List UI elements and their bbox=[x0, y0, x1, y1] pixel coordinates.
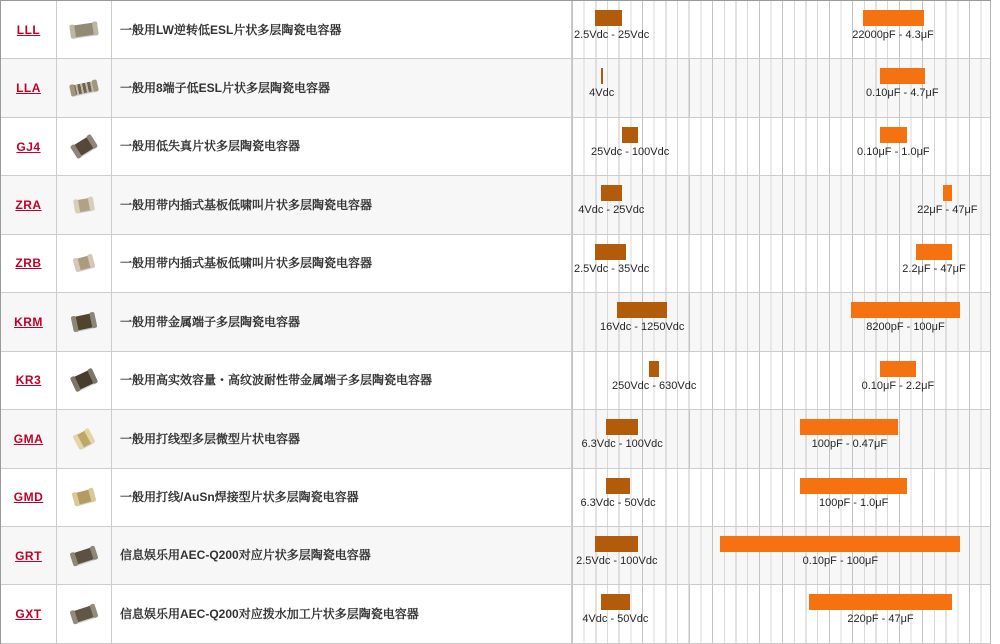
series-code-link[interactable]: GMD bbox=[13, 490, 44, 505]
range-chart-cell bbox=[572, 118, 991, 175]
table-row bbox=[1, 527, 991, 585]
voltage-range-bar bbox=[606, 419, 638, 435]
table-row bbox=[1, 410, 991, 468]
series-code-link[interactable]: LLA bbox=[16, 81, 41, 96]
series-code-cell bbox=[1, 118, 57, 175]
voltage-range-label: 4Vdc bbox=[589, 87, 615, 100]
series-code-cell bbox=[1, 235, 57, 292]
voltage-range-label: 4Vdc - 50Vdc bbox=[582, 613, 649, 626]
series-description-cell bbox=[112, 118, 572, 175]
series-code-cell bbox=[1, 410, 57, 467]
capacitor-photo bbox=[71, 546, 98, 565]
table-row bbox=[1, 469, 991, 527]
table-row bbox=[1, 293, 991, 351]
series-description-cell bbox=[112, 527, 572, 584]
capacitance-range-bar bbox=[800, 419, 898, 435]
voltage-range-bar bbox=[595, 536, 638, 552]
product-image-cell bbox=[57, 118, 112, 175]
series-description: 一般用带金属端子多层陶瓷电容器 bbox=[120, 314, 301, 329]
series-description: 一般用LW逆转低ESL片状多层陶瓷电容器 bbox=[120, 22, 342, 37]
range-chart-cell bbox=[572, 176, 991, 233]
product-image-cell bbox=[57, 176, 112, 233]
table-row bbox=[1, 235, 991, 293]
product-image-cell bbox=[57, 469, 112, 526]
series-code-link[interactable]: KR3 bbox=[15, 373, 42, 388]
table-row bbox=[1, 59, 991, 117]
voltage-range-bar bbox=[601, 68, 603, 84]
voltage-range-label: 4Vdc - 25Vdc bbox=[578, 204, 645, 217]
range-chart-cell bbox=[572, 235, 991, 292]
series-code-cell bbox=[1, 585, 57, 642]
voltage-range-bar bbox=[622, 127, 638, 143]
voltage-range-label: 2.5Vdc - 25Vdc bbox=[574, 29, 650, 41]
range-chart-cell bbox=[572, 352, 991, 409]
capacitance-range-label: 0.10μF - 1.0μF bbox=[857, 145, 930, 158]
series-code-cell bbox=[1, 527, 57, 584]
series-description-cell bbox=[112, 176, 572, 233]
voltage-range-label: 2.5Vdc - 100Vdc bbox=[576, 554, 658, 567]
series-code-cell bbox=[1, 352, 57, 409]
product-image-cell bbox=[57, 293, 112, 350]
series-description: 一般用8端子低ESL片状多层陶瓷电容器 bbox=[120, 80, 331, 95]
series-description-cell bbox=[112, 59, 572, 116]
product-image-cell bbox=[57, 1, 112, 58]
series-description-cell bbox=[112, 1, 572, 58]
series-description-cell bbox=[112, 585, 572, 642]
capacitor-photo bbox=[74, 429, 95, 449]
series-code-link[interactable]: GXT bbox=[15, 607, 42, 622]
range-chart-cell bbox=[572, 1, 991, 58]
capacitance-range-bar bbox=[943, 185, 952, 201]
table-row bbox=[1, 176, 991, 234]
voltage-range-label: 6.3Vdc - 100Vdc bbox=[581, 438, 663, 451]
series-description-cell bbox=[112, 293, 572, 350]
capacitance-range-bar bbox=[851, 302, 960, 318]
voltage-range-bar bbox=[595, 10, 622, 26]
voltage-range-label: 25Vdc - 100Vdc bbox=[590, 145, 670, 158]
voltage-range-bar bbox=[606, 478, 630, 494]
capacitance-range-label: 0.10μF - 4.7μF bbox=[866, 87, 939, 100]
capacitance-range-bar bbox=[809, 594, 951, 610]
capacitance-range-label: 100pF - 0.47μF bbox=[811, 438, 888, 451]
capacitance-range-label: 0.10μF - 2.2μF bbox=[861, 379, 935, 392]
capacitance-range-bar bbox=[880, 127, 907, 143]
product-image-cell bbox=[57, 352, 112, 409]
range-chart-cell bbox=[572, 410, 991, 467]
range-chart-cell bbox=[572, 527, 991, 584]
series-code-cell bbox=[1, 469, 57, 526]
capacitance-range-bar bbox=[880, 68, 925, 84]
voltage-range-bar bbox=[595, 244, 626, 260]
range-chart-cell bbox=[572, 585, 991, 642]
capacitance-range-label: 22μF - 47μF bbox=[917, 204, 978, 217]
range-chart-cell bbox=[572, 293, 991, 350]
capacitance-range-label: 22000pF - 4.3μF bbox=[852, 29, 934, 41]
capacitor-photo bbox=[70, 81, 98, 96]
series-description: 信息娱乐用AEC-Q200对应片状多层陶瓷电容器 bbox=[120, 548, 371, 563]
series-description-cell bbox=[112, 469, 572, 526]
series-code-cell bbox=[1, 176, 57, 233]
capacitance-range-bar bbox=[863, 10, 924, 26]
series-description-cell bbox=[112, 410, 572, 467]
capacitance-range-bar bbox=[916, 244, 952, 260]
series-code-link[interactable]: GJ4 bbox=[16, 139, 41, 154]
capacitor-photo bbox=[71, 135, 97, 158]
capacitor-photo bbox=[71, 605, 98, 624]
capacitance-range-label: 8200pF - 100μF bbox=[866, 321, 945, 334]
series-description: 一般用打线型多层微型片状电容器 bbox=[120, 431, 301, 446]
table-row bbox=[1, 352, 991, 410]
capacitor-photo bbox=[71, 369, 97, 391]
series-description: 一般用低失真片状多层陶瓷电容器 bbox=[120, 139, 301, 154]
product-image-cell bbox=[57, 59, 112, 116]
series-code-link[interactable]: ZRA bbox=[15, 198, 42, 213]
product-image-cell bbox=[57, 585, 112, 642]
voltage-range-label: 250Vdc - 630Vdc bbox=[611, 379, 697, 392]
series-code-link[interactable]: GMA bbox=[13, 431, 44, 446]
range-chart-cell bbox=[572, 469, 991, 526]
series-description: 一般用带内插式基板低啸叫片状多层陶瓷电容器 bbox=[120, 256, 373, 271]
table-row bbox=[1, 585, 991, 643]
capacitor-photo bbox=[70, 22, 97, 38]
product-image-cell bbox=[57, 410, 112, 467]
series-description: 信息娱乐用AEC-Q200对应拨水加工片状多层陶瓷电容器 bbox=[120, 606, 419, 621]
series-description: 一般用打线/AuSn焊接型片状多层陶瓷电容器 bbox=[120, 490, 359, 505]
series-code-cell bbox=[1, 1, 57, 58]
series-code-link[interactable]: GRT bbox=[15, 548, 42, 563]
table-row bbox=[1, 118, 991, 176]
capacitor-photo bbox=[74, 255, 94, 271]
series-description-cell bbox=[112, 235, 572, 292]
series-code-cell bbox=[1, 293, 57, 350]
capacitor-photo bbox=[73, 489, 95, 506]
voltage-range-bar bbox=[601, 594, 630, 610]
voltage-range-label: 6.3Vdc - 50Vdc bbox=[580, 496, 656, 509]
series-code-link[interactable]: LLL bbox=[16, 22, 41, 37]
capacitance-range-bar bbox=[880, 361, 916, 377]
series-code-link[interactable]: KRM bbox=[14, 314, 43, 329]
product-image-cell bbox=[57, 235, 112, 292]
product-image-cell bbox=[57, 527, 112, 584]
voltage-range-bar bbox=[649, 361, 660, 377]
series-description: 一般用高实效容量・高纹波耐性带金属端子多层陶瓷电容器 bbox=[120, 373, 433, 388]
table-row bbox=[1, 1, 991, 59]
capacitance-range-label: 2.2μF - 47μF bbox=[902, 262, 966, 275]
capacitor-photo bbox=[72, 313, 96, 331]
voltage-range-bar bbox=[617, 302, 668, 318]
voltage-range-bar bbox=[601, 185, 622, 201]
capacitance-range-label: 100pF - 1.0μF bbox=[819, 496, 889, 509]
capacitance-range-label: 0.10pF - 100μF bbox=[802, 554, 879, 567]
capacitance-range-bar bbox=[720, 536, 960, 552]
series-description-cell bbox=[112, 352, 572, 409]
series-code-link[interactable]: ZRB bbox=[15, 256, 42, 271]
voltage-range-label: 2.5Vdc - 35Vdc bbox=[574, 262, 650, 275]
capacitance-range-label: 220pF - 47μF bbox=[847, 613, 914, 626]
series-code-cell bbox=[1, 59, 57, 116]
voltage-range-label: 16Vdc - 1250Vdc bbox=[600, 321, 685, 334]
series-description: 一般用带内插式基板低啸叫片状多层陶瓷电容器 bbox=[120, 197, 373, 212]
range-chart-cell bbox=[572, 59, 991, 116]
capacitance-range-bar bbox=[800, 478, 907, 494]
capacitor-photo bbox=[74, 198, 94, 213]
